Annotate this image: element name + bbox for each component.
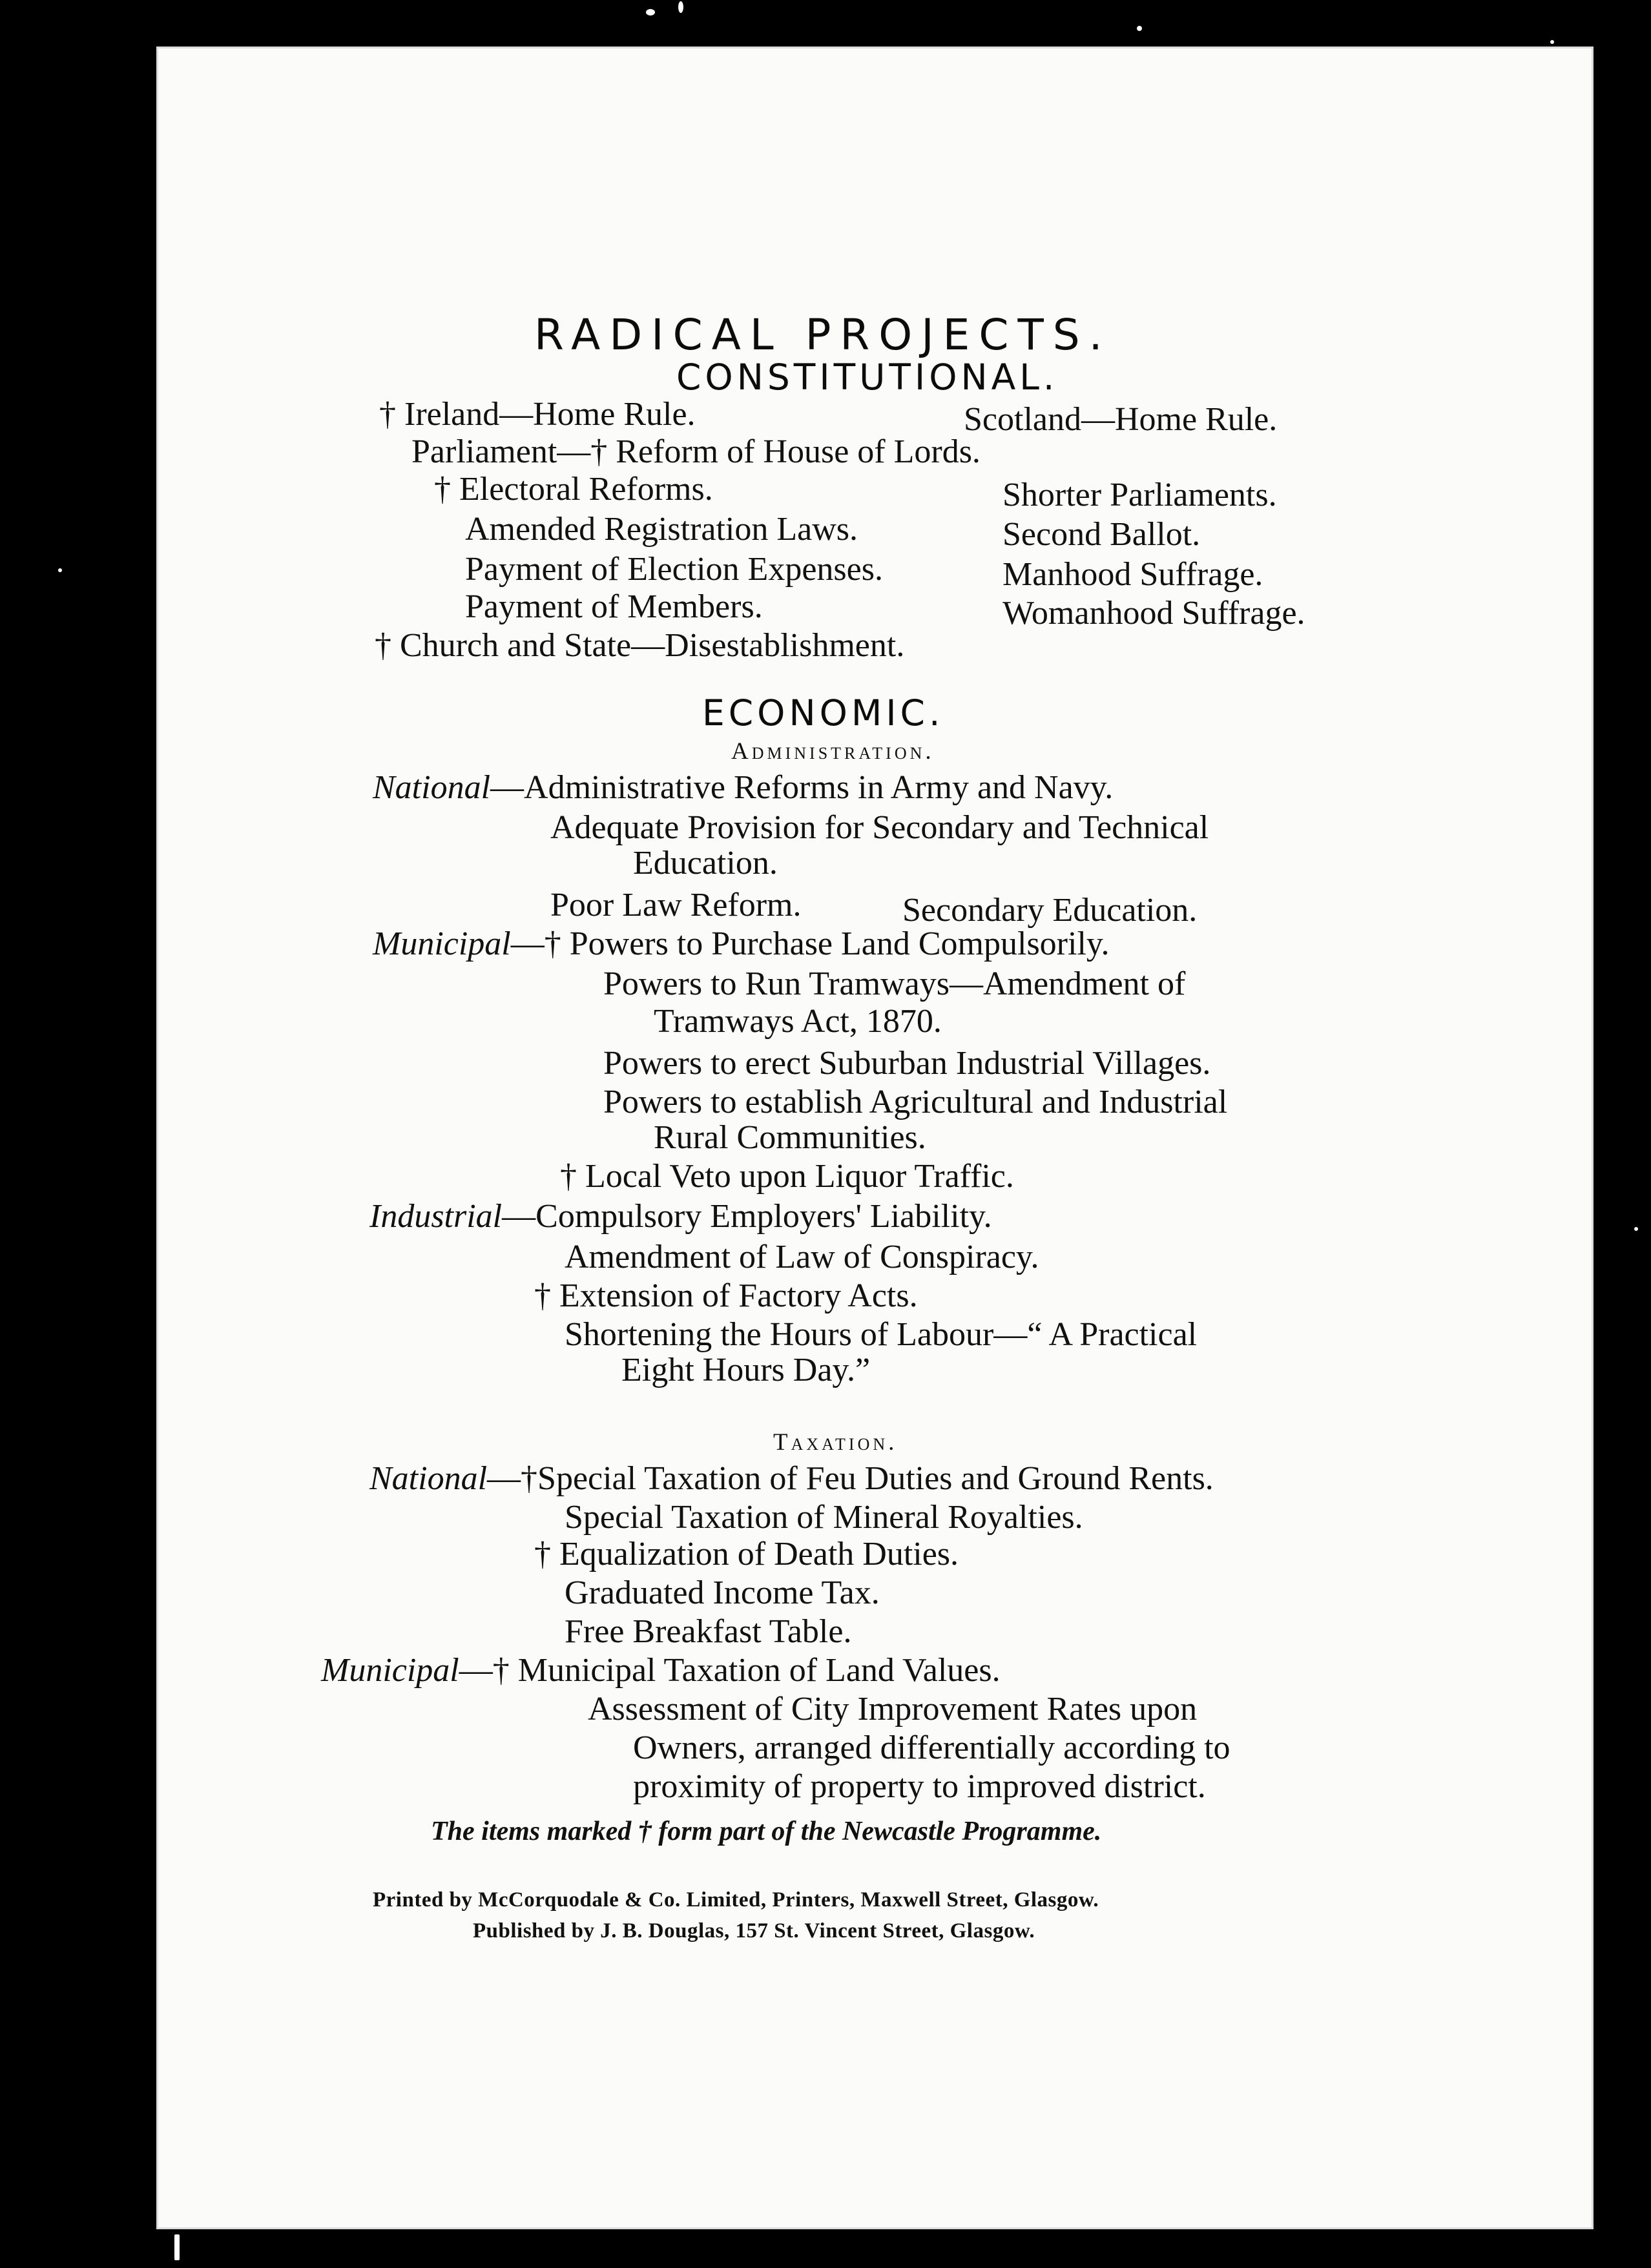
printer-credit: Printed by McCorquodale & Co. Limited, Printers, Maxwell Street, Glasgow. — [373, 1888, 1099, 1912]
item-shorter-parliaments: Shorter Parliaments. — [1002, 477, 1277, 513]
label-tax-national: National — [369, 1460, 488, 1497]
item-electoral-reforms: † Electoral Reforms. — [434, 471, 713, 508]
admin-municipal-line1: —† Powers to Purchase Land Compulsorily. — [510, 925, 1110, 962]
item-second-ballot: Second Ballot. — [1002, 516, 1201, 553]
admin-industrial-row — [369, 1197, 992, 1235]
label-industrial: Industrial — [369, 1198, 503, 1235]
admin-national-line1: —Administrative Reforms in Army and Navy. — [490, 769, 1114, 806]
label-tax-municipal: Municipal — [321, 1652, 459, 1689]
document-title: RADICAL PROJECTS. — [534, 310, 1112, 360]
tax-national-line1: —†Special Taxation of Feu Duties and Ground Rents. — [487, 1460, 1214, 1497]
admin-municipal-row — [373, 925, 1110, 963]
tax-national-line2: Special Taxation of Mineral Royalties. — [565, 1499, 1083, 1536]
label-municipal: Municipal — [373, 925, 511, 962]
admin-secondary-education: Secondary Education. — [902, 892, 1198, 929]
tax-municipal-line2c: proximity of property to improved district. — [633, 1768, 1206, 1805]
tax-municipal-line2b: Owners, arranged differentially according to — [633, 1729, 1230, 1766]
admin-industrial-line4b: Eight Hours Day.” — [621, 1352, 871, 1388]
admin-municipal-line2b: Tramways Act, 1870. — [654, 1003, 942, 1040]
item-ireland: † Ireland—Home Rule. — [379, 396, 696, 433]
tax-municipal-line1: —† Municipal Taxation of Land Values. — [459, 1652, 1001, 1689]
subheading-taxation: Taxation. — [773, 1429, 898, 1456]
label-national: National — [373, 769, 491, 806]
admin-municipal-line2: Powers to Run Tramways—Amendment of — [603, 965, 1186, 1002]
admin-municipal-line5: † Local Veto upon Liquor Traffic. — [560, 1158, 1014, 1195]
admin-national-line2b: Education. — [633, 845, 778, 881]
admin-industrial-line4: Shortening the Hours of Labour—“ A Practical — [565, 1316, 1198, 1353]
item-parliament: Parliament—† Reform of House of Lords. — [411, 433, 981, 470]
admin-national-row — [373, 768, 1113, 807]
publisher-credit: Published by J. B. Douglas, 157 St. Vincent Street, Glasgow. — [473, 1919, 1035, 1943]
item-amended-registration: Amended Registration Laws. — [465, 511, 858, 548]
admin-industrial-line2: Amendment of Law of Conspiracy. — [565, 1239, 1039, 1275]
admin-municipal-line4: Powers to establish Agricultural and Industrial — [603, 1084, 1228, 1120]
admin-industrial-line3: † Extension of Factory Acts. — [534, 1277, 918, 1314]
tax-municipal-line2: Assessment of City Improvement Rates upon — [588, 1691, 1198, 1727]
admin-municipal-line4b: Rural Communities. — [654, 1119, 926, 1156]
item-payment-election: Payment of Election Expenses. — [465, 551, 883, 588]
item-womanhood-suffrage: Womanhood Suffrage. — [1002, 595, 1305, 632]
document-page — [156, 46, 1594, 2229]
tax-national-line4: Graduated Income Tax. — [565, 1574, 880, 1611]
admin-industrial-line1: —Compulsory Employers' Liability. — [502, 1198, 992, 1235]
admin-poor-law: Poor Law Reform. — [550, 887, 802, 923]
tax-national-line3: † Equalization of Death Duties. — [534, 1536, 959, 1572]
item-payment-members: Payment of Members. — [465, 588, 763, 625]
tax-national-row — [369, 1459, 1214, 1498]
item-manhood-suffrage: Manhood Suffrage. — [1002, 556, 1263, 593]
subheading-administration: Administration. — [731, 738, 935, 765]
section-heading-economic: ECONOMIC. — [702, 692, 944, 734]
section-heading-constitutional: CONSTITUTIONAL. — [676, 356, 1059, 398]
newcastle-programme-note: The items marked † form part of the Newcastle Programme. — [431, 1817, 1102, 1846]
item-scotland: Scotland—Home Rule. — [964, 401, 1278, 438]
admin-national-line2: Adequate Provision for Secondary and Technical — [550, 809, 1209, 846]
item-church-state: † Church and State—Disestablishment. — [375, 627, 905, 664]
tax-national-line5: Free Breakfast Table. — [565, 1613, 852, 1650]
tax-municipal-row — [321, 1651, 1001, 1689]
admin-municipal-line3: Powers to erect Suburban Industrial Villages. — [603, 1045, 1211, 1082]
